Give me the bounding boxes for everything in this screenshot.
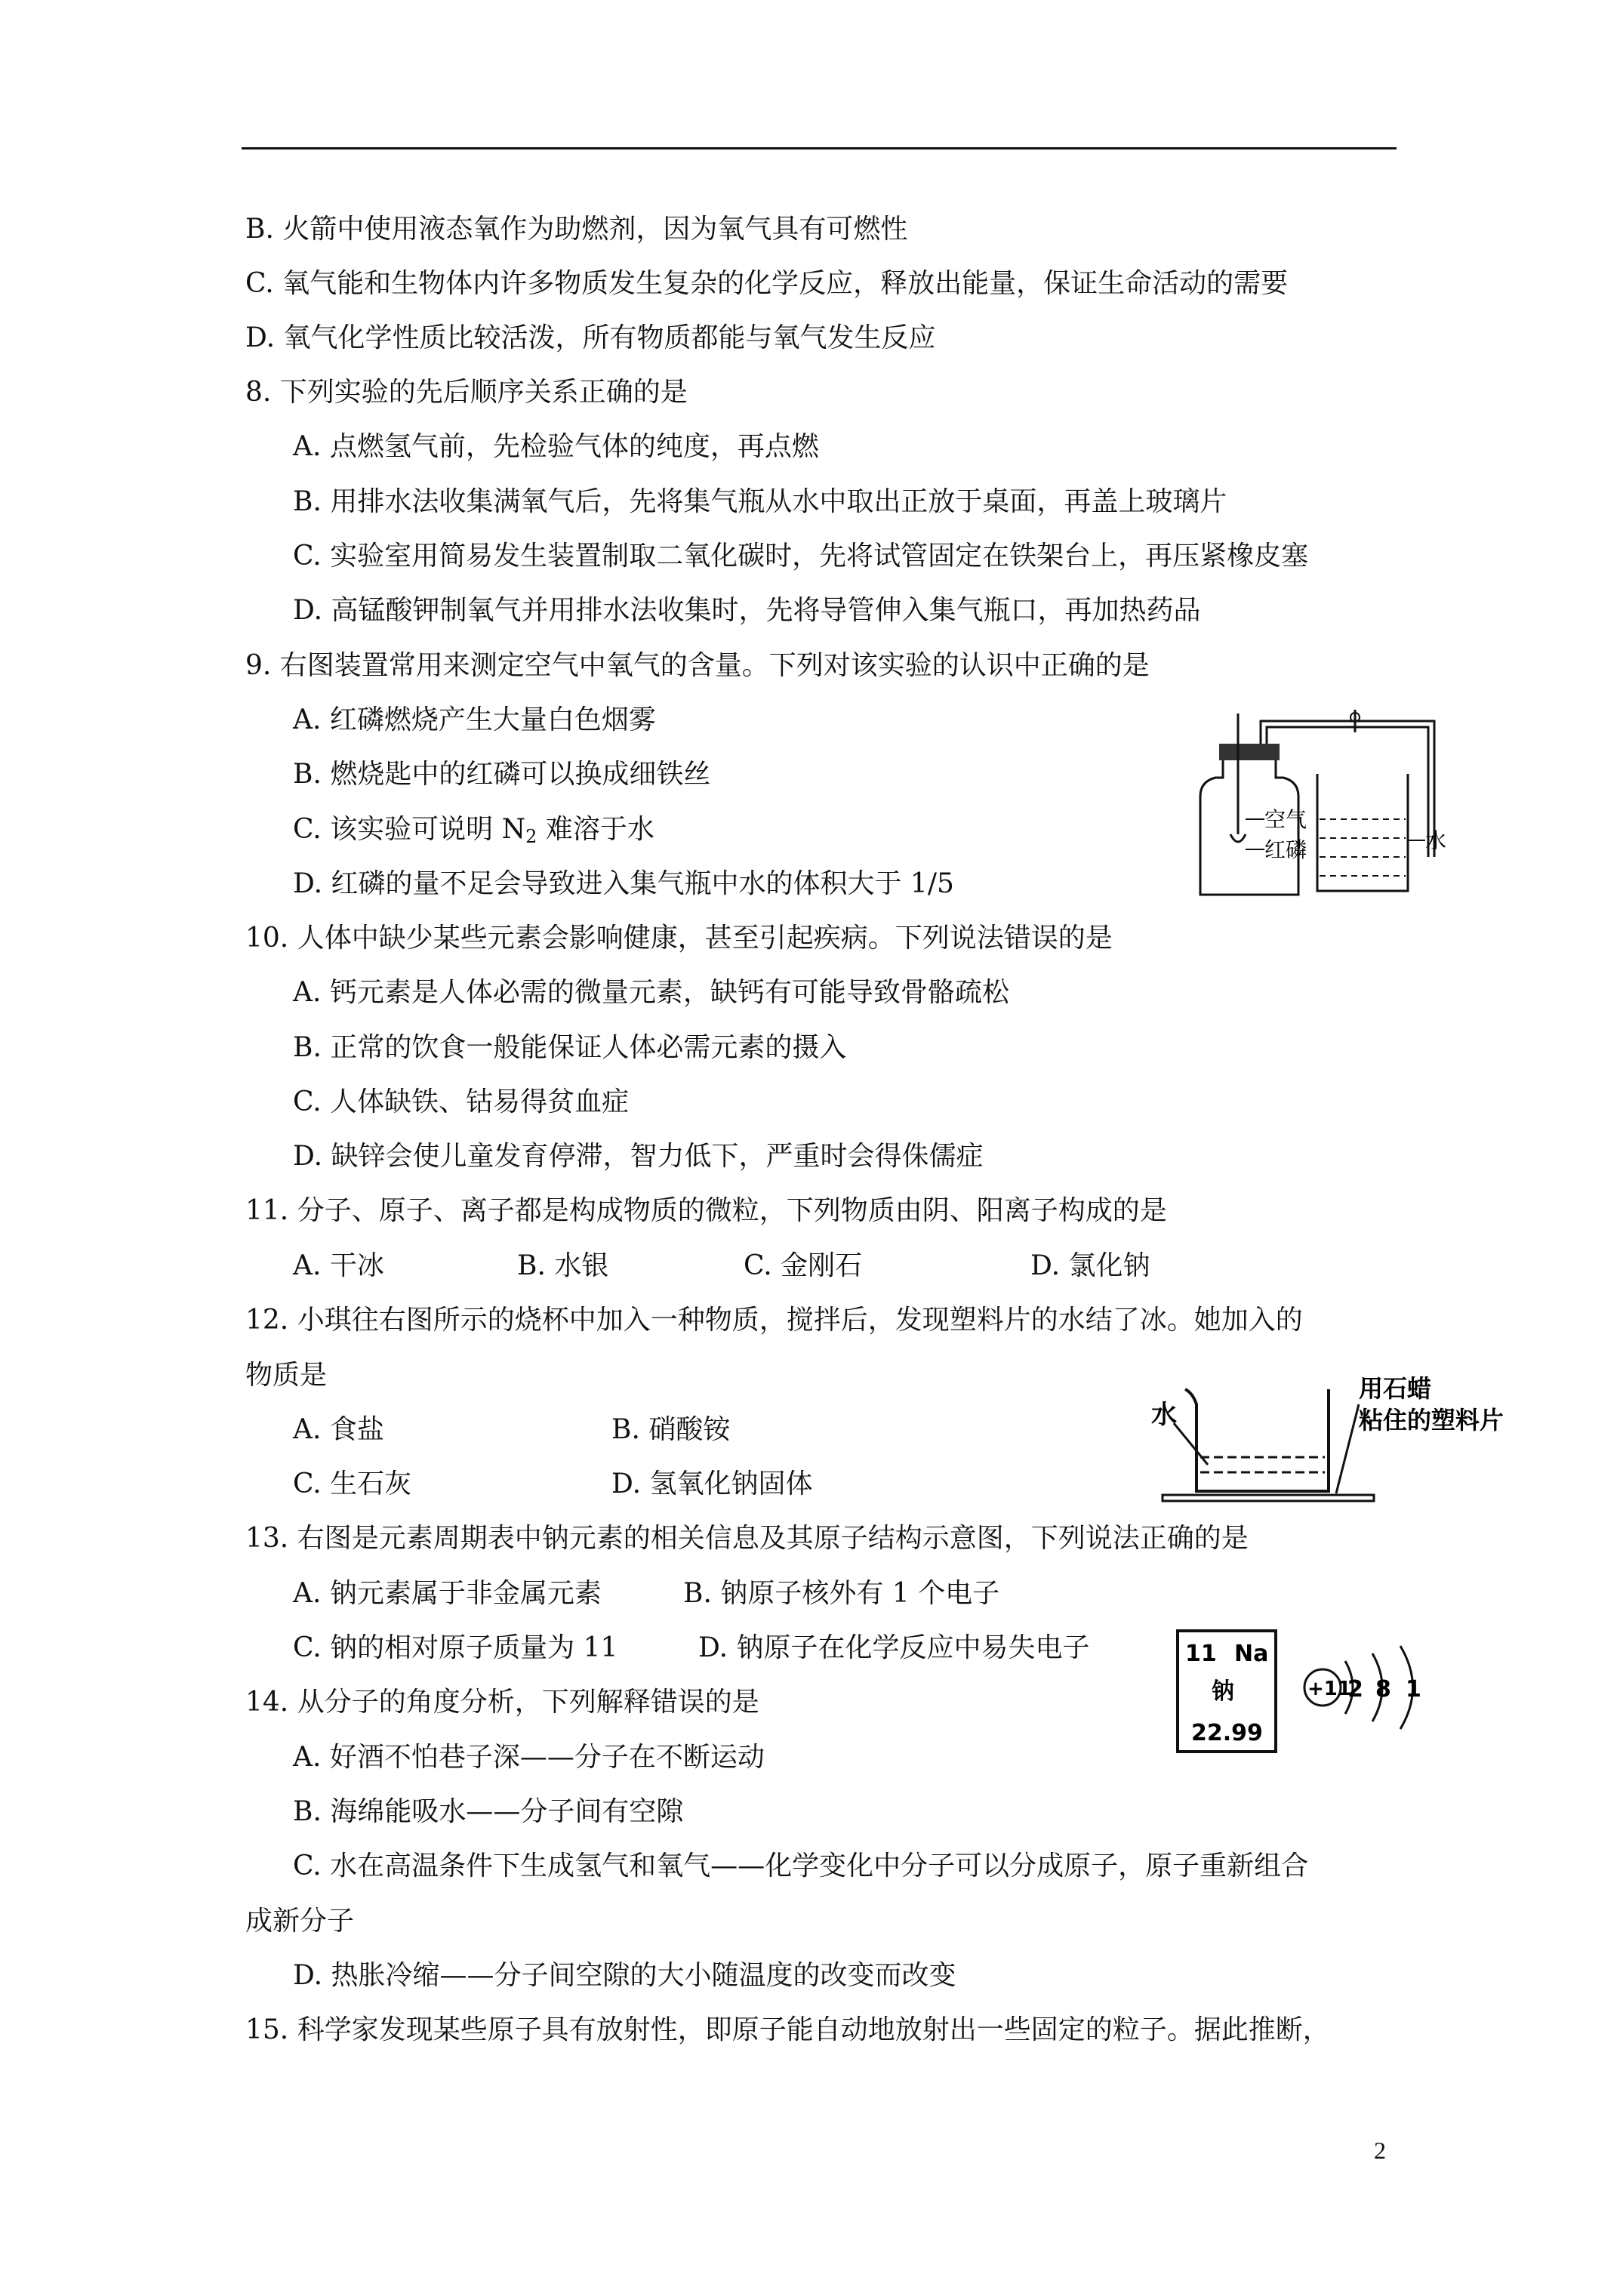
- q12-option-c: C. 生石灰: [293, 1469, 412, 1499]
- q11-option-b: B. 水银: [517, 1250, 609, 1281]
- q9-fig-phosphorus-label: 红磷: [1264, 837, 1307, 862]
- q12-fig-label2: 粘住的塑料片: [1359, 1406, 1504, 1435]
- q10-option-d: D. 缺锌会使儿童发育停滞，智力低下，严重时会得侏儒症: [293, 1141, 984, 1172]
- q14-stem: 14. 从分子的角度分析，下列解释错误的是: [245, 1687, 759, 1718]
- q13-fig-shell3: 1: [1406, 1676, 1421, 1703]
- q12-fig-water-label: 水: [1151, 1400, 1177, 1430]
- q10-stem: 10. 人体中缺少某些元素会影响健康，甚至引起疾病。下列说法错误的是: [245, 923, 1113, 954]
- q10-option-b: B. 正常的饮食一般能保证人体必需元素的摄入: [293, 1032, 847, 1063]
- q14-option-d: D. 热胀冷缩——分子间空隙的大小随温度的改变而改变: [293, 1960, 956, 1991]
- q9-option-a: A. 红磷燃烧产生大量白色烟雾: [293, 704, 656, 735]
- q8-option-a: A. 点燃氢气前，先检验气体的纯度，再点燃: [293, 431, 819, 462]
- q13-fig-shell1: 2: [1347, 1676, 1363, 1703]
- q8-stem: 8. 下列实验的先后顺序关系正确的是: [245, 377, 688, 408]
- q8-option-b: B. 用排水法收集满氧气后，先将集气瓶从水中取出正放于桌面，再盖上玻璃片: [293, 486, 1227, 517]
- q13-fig-atomic-number: 11: [1185, 1641, 1217, 1667]
- q11-option-d: D. 氯化钠: [1030, 1250, 1150, 1281]
- q13-fig-symbol: Na: [1234, 1641, 1269, 1667]
- q7-option-d: D. 氧气化学性质比较活泼，所有物质都能与氧气发生反应: [245, 322, 936, 353]
- q9-option-b: B. 燃烧匙中的红磷可以换成细铁丝: [293, 759, 711, 790]
- q10-option-a: A. 钙元素是人体必需的微量元素，缺钙有可能导致骨骼疏松: [293, 977, 1009, 1008]
- q12-option-a: A. 食盐: [293, 1414, 384, 1445]
- q9-apparatus-figure: [1185, 706, 1480, 902]
- q12-stem-cont: 物质是: [245, 1360, 328, 1391]
- q11-option-c: C. 金刚石: [744, 1250, 863, 1281]
- q13-stem: 13. 右图是元素周期表中钠元素的相关信息及其原子结构示意图，下列说法正确的是: [245, 1523, 1249, 1554]
- q13-option-b: B. 钠原子核外有 1 个电子: [683, 1578, 1000, 1609]
- page-number: 2: [1374, 2137, 1386, 2164]
- q9-stem: 9. 右图装置常用来测定空气中氧气的含量。下列对该实验的认识中正确的是: [245, 650, 1150, 681]
- q11-option-a: A. 干冰: [293, 1250, 384, 1281]
- q8-option-d: D. 高锰酸钾制氧气并用排水法收集时，先将导管伸入集气瓶口，再加热药品: [293, 595, 1201, 626]
- q13-fig-mass: 22.99: [1191, 1720, 1263, 1746]
- q14-option-b: B. 海绵能吸水——分子间有空隙: [293, 1796, 684, 1827]
- q14-option-c-cont: 成新分子: [245, 1906, 355, 1937]
- q12-stem: 12. 小琪往右图所示的烧杯中加入一种物质，搅拌后，发现塑料片的水结了冰。她加入的: [245, 1305, 1303, 1336]
- q12-option-d: D. 氢氧化钠固体: [611, 1469, 813, 1499]
- q13-fig-name: 钠: [1212, 1678, 1234, 1705]
- q13-fig-nucleus: +11: [1307, 1678, 1351, 1700]
- header-rule: [242, 147, 1397, 149]
- q9-option-c: C. 该实验可说明 $N_2$ 难溶于水: [293, 814, 654, 847]
- q13-option-c: C. 钠的相对原子质量为 11: [293, 1632, 618, 1663]
- q13-fig-shell2: 8: [1375, 1676, 1391, 1703]
- q12-beaker-figure: [1140, 1374, 1504, 1514]
- q12-option-b: B. 硝酸铵: [611, 1414, 731, 1445]
- q14-option-c: C. 水在高温条件下生成氢气和氧气——化学变化中分子可以分成原子，原子重新组合: [293, 1851, 1309, 1881]
- q13-option-a: A. 钠元素属于非金属元素: [293, 1578, 602, 1609]
- q12-fig-label1: 用石蜡: [1359, 1374, 1432, 1403]
- q15-stem: 15. 科学家发现某些原子具有放射性，即原子能自动地放射出一些固定的粒子。据此推断，: [245, 2014, 1330, 2045]
- q9-option-d: D. 红磷的量不足会导致进入集气瓶中水的体积大于 1/5: [293, 868, 954, 899]
- q8-option-c: C. 实验室用简易发生装置制取二氧化碳时，先将试管固定在铁架台上，再压紧橡皮塞: [293, 541, 1309, 572]
- q13-option-d: D. 钠原子在化学反应中易失电子: [698, 1632, 1090, 1663]
- q7-option-b: B. 火箭中使用液态氧作为助燃剂，因为氧气具有可燃性: [245, 214, 908, 245]
- q9-fig-water-label: 水: [1425, 828, 1447, 853]
- q10-option-c: C. 人体缺铁、钴易得贫血症: [293, 1086, 630, 1117]
- q13-sodium-figure: [1170, 1623, 1457, 1759]
- q7-option-c: C. 氧气能和生物体内许多物质发生复杂的化学反应，释放出能量，保证生命活动的需要: [245, 268, 1289, 299]
- q9-fig-air-label: 空气: [1264, 807, 1307, 832]
- q14-option-a: A. 好酒不怕巷子深——分子在不断运动: [293, 1742, 765, 1773]
- q11-stem: 11. 分子、原子、离子都是构成物质的微粒，下列物质由阴、阳离子构成的是: [245, 1195, 1167, 1226]
